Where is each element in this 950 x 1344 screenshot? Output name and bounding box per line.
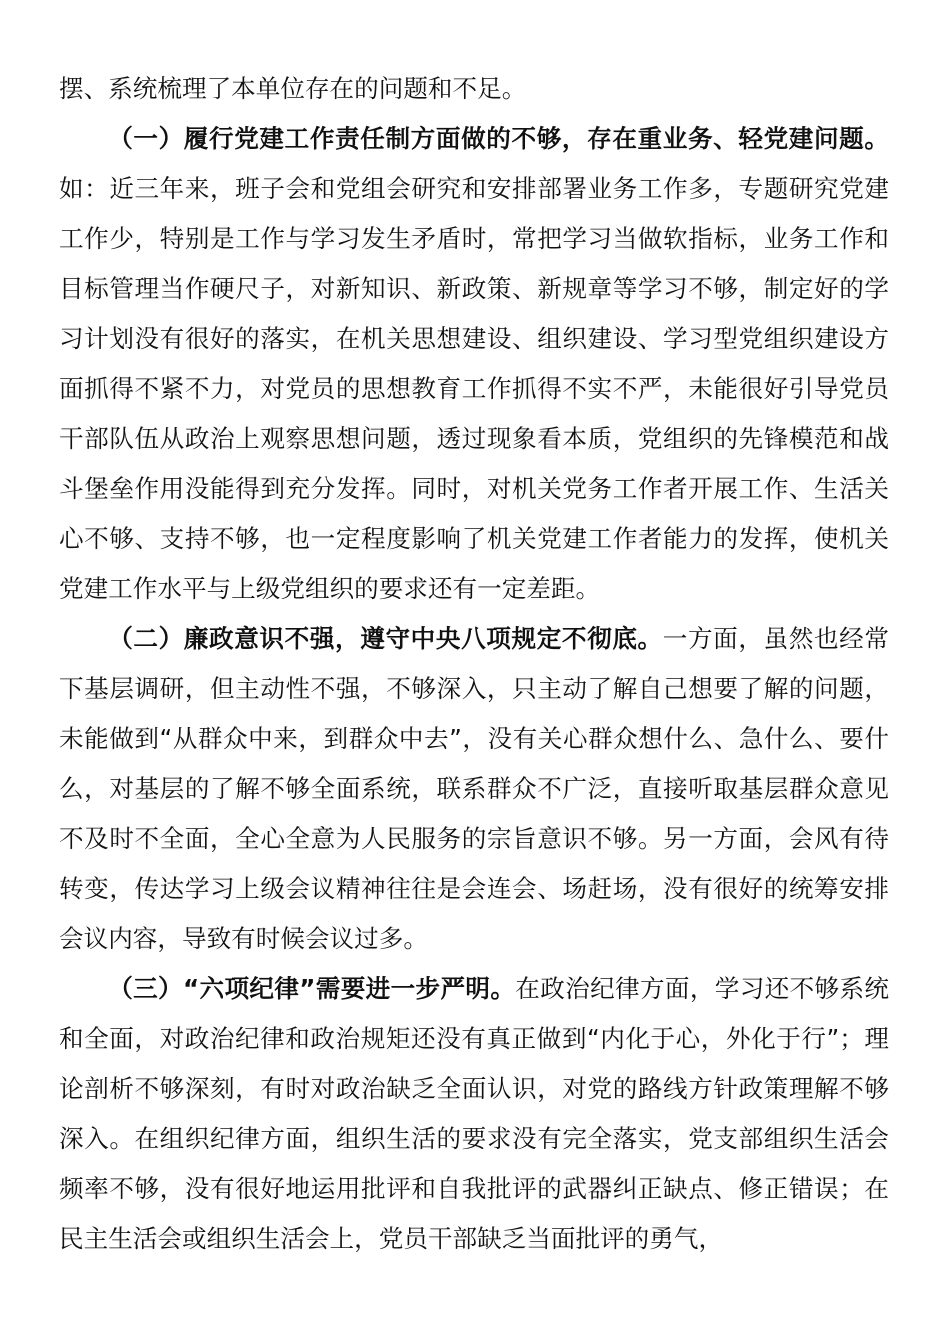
paragraph-section-3 [59, 964, 889, 1264]
section-heading-1: （一）履行党建工作责任制方面做的不够，存在重业务、轻党建问题。 [108, 124, 889, 153]
section-heading-3: （三）“六项纪律”需要进一步严明。 [108, 974, 516, 1003]
section-heading-2: （二）廉政意识不强，遵守中央八项规定不彻底。 [108, 624, 663, 653]
section-body-1: 如：近三年来，班子会和党组会研究和安排部署业务工作多，专题研究党建工作少，特别是工作与学习发生矛盾时，常把学习当做软指标，业务工作和目标管理当作硬尺子，对新知识、新政策、新规章等学习不够，制定好的学习计划没有很好的落实，在机关思想建设、组织建设、学习型党组织建设方面抓得不紧不力，对党员的思想教育工作抓得不实不严，未能很好引导党员干部队伍从政治上观察思想问题，透过现象看本质，党组织的先锋模范和战斗堡垒作用没能得到充分发挥。同时，对机关党务工作者开展工作、生活关心不够、支持不够，也一定程度影响了机关党建工作者能力的发挥，使机关党建工作水平与上级党组织的要求还有一定差距。 [59, 174, 889, 603]
paragraph-section-2 [59, 614, 889, 964]
paragraph-continuation [59, 64, 889, 114]
paragraph-body: 摆、系统梳理了本单位存在的问题和不足。 [59, 74, 527, 103]
paragraph-section-1 [59, 114, 889, 614]
section-body-3: 在政治纪律方面，学习还不够系统和全面，对政治纪律和政治规矩还没有真正做到“内化于心，外化于行”；理论剖析不够深刻，有时对政治缺乏全面认识，对党的路线方针政策理解不够深入。在组织纪律方面，组织生活的要求没有完全落实，党支部组织生活会频率不够，没有很好地运用批评和自我批评的武器纠正缺点、修正错误；在民主生活会或组织生活会上，党员干部缺乏当面批评的勇气， [59, 974, 889, 1253]
document-page [59, 64, 889, 1264]
section-body-2: 一方面，虽然也经常下基层调研，但主动性不强，不够深入，只主动了解自己想要了解的问题，未能做到“从群众中来，到群众中去”，没有关心群众想什么、急什么、要什么，对基层的了解不够全面系统，联系群众不广泛，直接听取基层群众意见不及时不全面，全心全意为人民服务的宗旨意识不够。另一方面，会风有待转变，传达学习上级会议精神往往是会连会、场赶场，没有很好的统筹安排会议内容，导致有时候会议过多。 [59, 624, 889, 953]
